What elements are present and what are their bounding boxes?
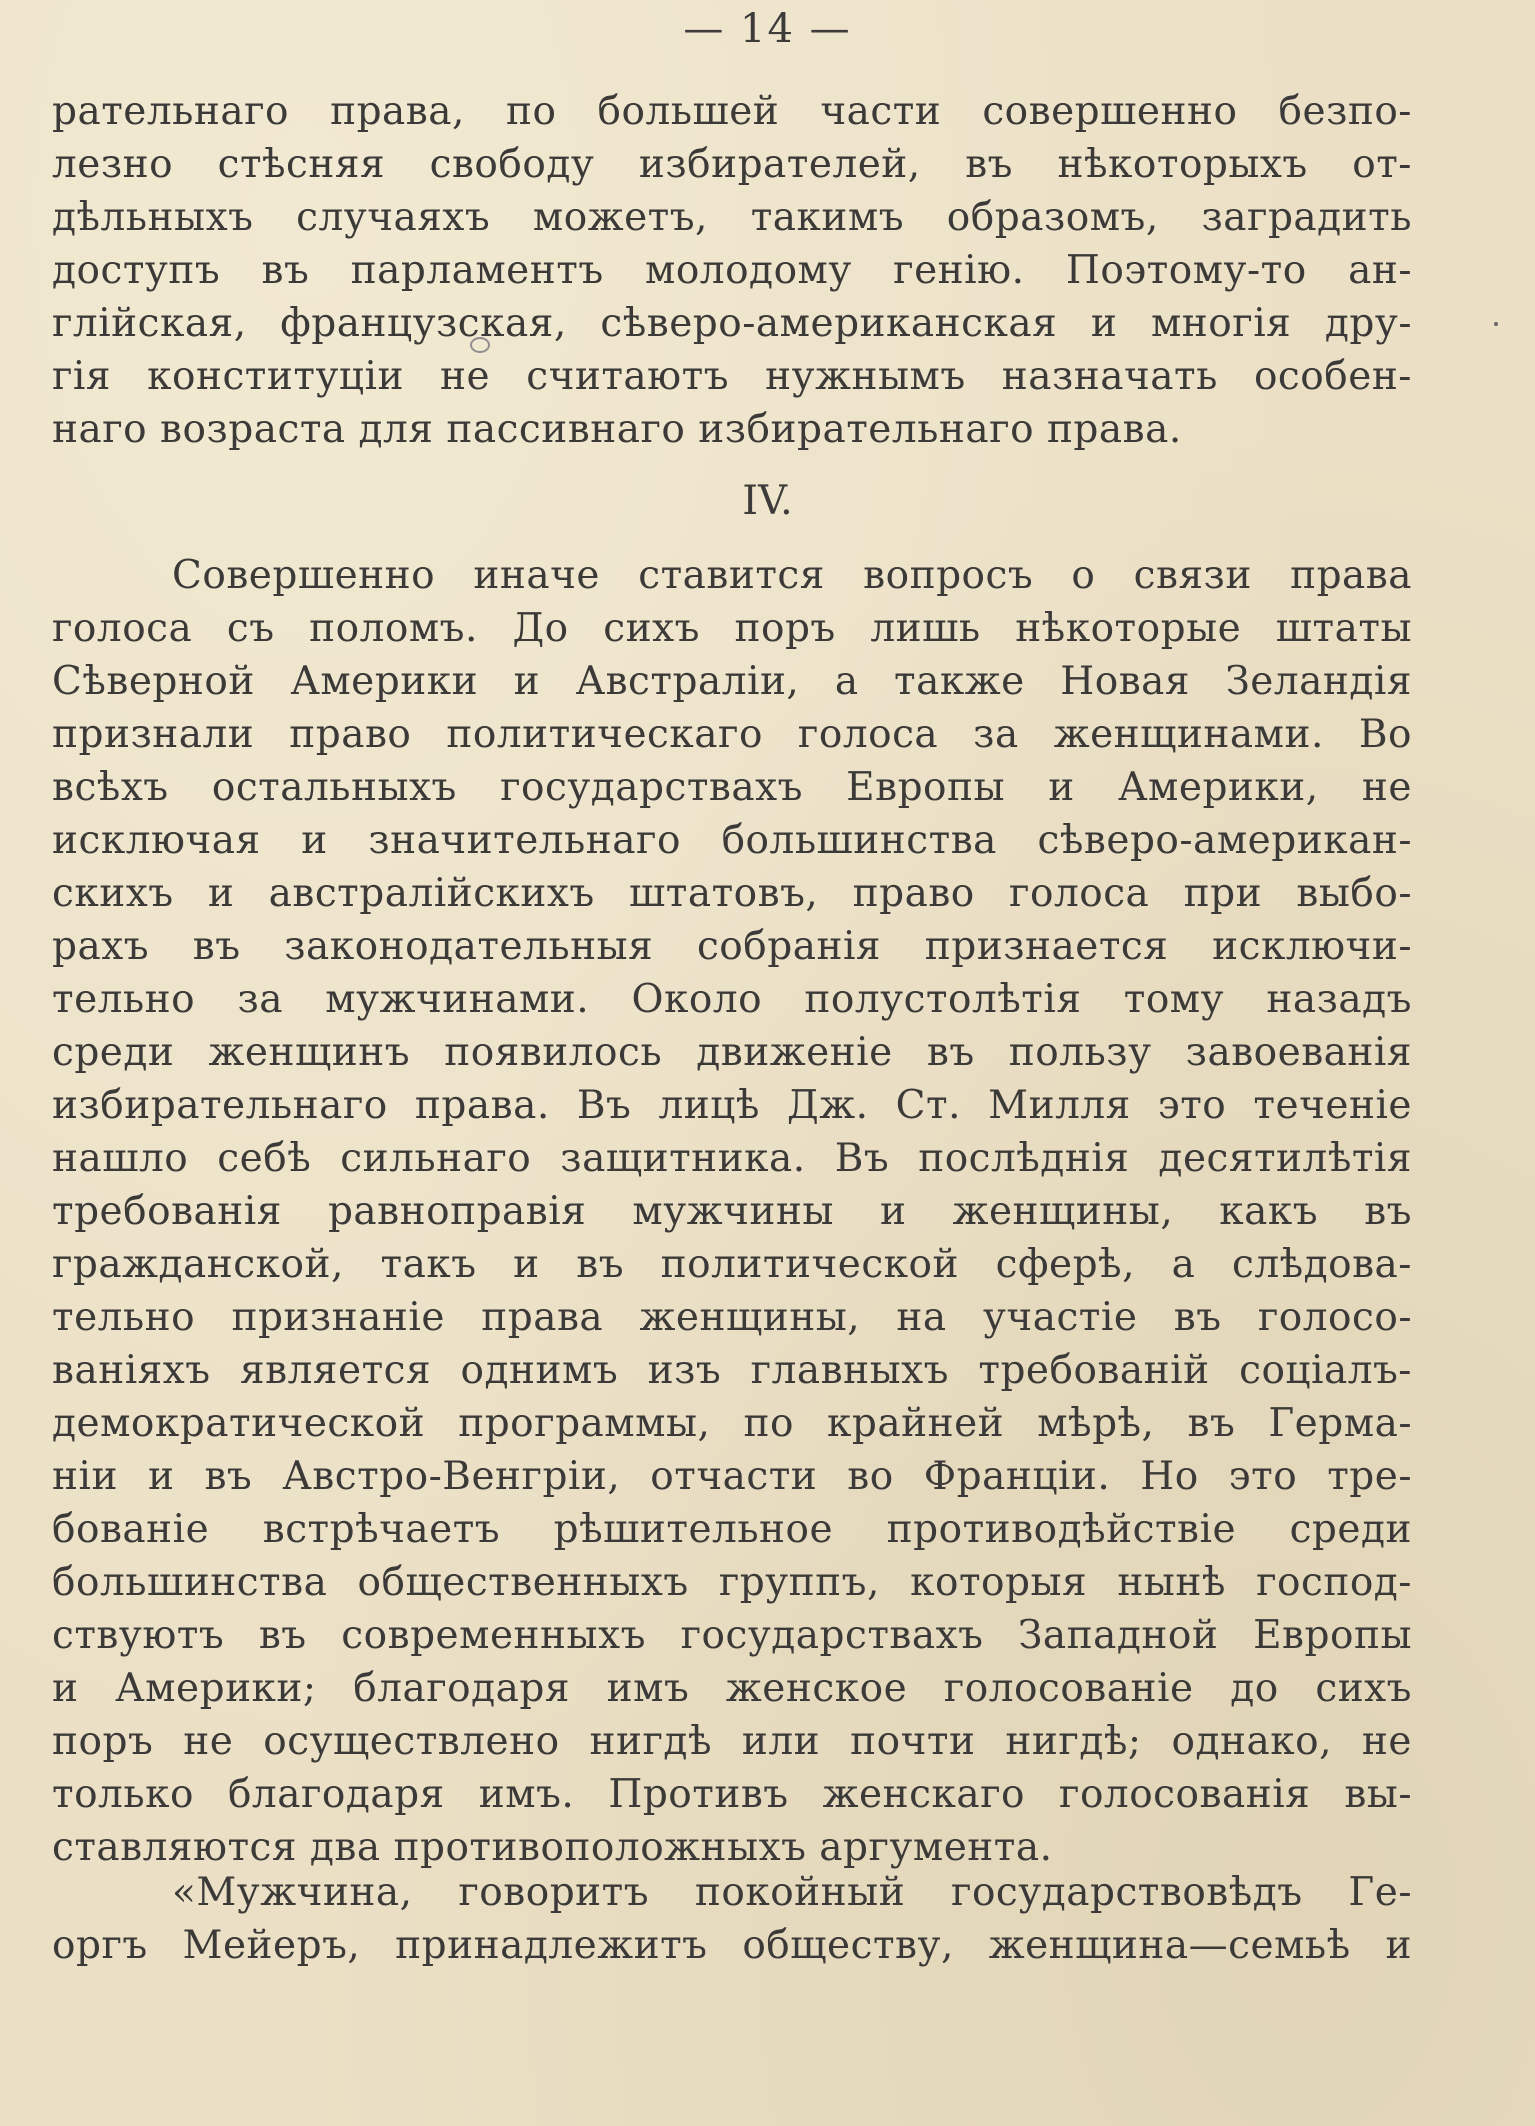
page-number: — 14 — [683, 6, 852, 52]
text-line: бованіе встрѣчаетъ рѣшительное противодѣйствіе среди [52, 1507, 1412, 1552]
text-line: нашло себѣ сильнаго защитника. Въ послѣднія десятилѣтія [52, 1136, 1412, 1181]
text-line: ваніяхъ является однимъ изъ главныхъ требованій соціалъ- [52, 1348, 1412, 1393]
text-line: ніи и въ Австро-Венгріи, отчасти во Франціи. Но это тре- [52, 1454, 1412, 1499]
text-line: избирательнаго права. Въ лицѣ Дж. Ст. Милля это теченіе [52, 1083, 1412, 1128]
text-line: большинства общественныхъ группъ, которыя нынѣ господ- [52, 1560, 1412, 1605]
text-line: оргъ Мейеръ, принадлежитъ обществу, женщина—семьѣ и [52, 1923, 1412, 1968]
text-line: наго возраста для пассивнаго избирательнаго права. [52, 407, 1182, 452]
text-line: среди женщинъ появилось движеніе въ пользу завоеванія [52, 1030, 1412, 1075]
text-line: дѣльныхъ случаяхъ можетъ, такимъ образомъ, заградить [52, 195, 1412, 240]
text-line: тельно признаніе права женщины, на участіе въ голосо- [52, 1295, 1412, 1340]
text-line: и Америки; благодаря имъ женское голосованіе до сихъ [52, 1666, 1412, 1711]
text-line: «Мужчина, говоритъ покойный государствовѣдъ Ге- [172, 1870, 1412, 1915]
text-line: голоса съ поломъ. До сихъ поръ лишь нѣкоторые штаты [52, 606, 1412, 651]
text-line: ствуютъ въ современныхъ государствахъ Западной Европы [52, 1613, 1412, 1658]
text-line: гражданской, такъ и въ политической сферѣ, а слѣдова- [52, 1242, 1412, 1287]
text-line: тельно за мужчинами. Около полустолѣтія тому назадъ [52, 977, 1412, 1022]
paragraph-main [52, 549, 1412, 1874]
text-line: скихъ и австралійскихъ штатовъ, право голоса при выбо- [52, 871, 1412, 916]
section-heading: IV. [742, 478, 793, 524]
text-line: требованія равноправія мужчины и женщины, какъ въ [52, 1189, 1412, 1234]
text-line: доступъ въ парламентъ молодому генію. Поэтому-то ан- [52, 248, 1412, 293]
text-line: лезно стѣсняя свободу избирателей, въ нѣкоторыхъ от- [52, 142, 1412, 187]
paragraph-quote [52, 1866, 1412, 1972]
text-line: демократической программы, по крайней мѣрѣ, въ Герма- [52, 1401, 1412, 1446]
text-line: Сѣверной Америки и Австраліи, а также Новая Зеландія [52, 659, 1412, 704]
paper-speck [1494, 322, 1498, 326]
text-line: ставляются два противоположныхъ аргумента. [52, 1825, 1053, 1870]
text-line: Совершенно иначе ставится вопросъ о связи права [172, 553, 1412, 598]
text-line: исключая и значительнаго большинства сѣверо-американ- [52, 818, 1412, 863]
text-line: гія конституціи не считаютъ нужнымъ назначать особен- [52, 354, 1412, 399]
text-line: рательнаго права, по большей части совершенно безпо- [52, 89, 1412, 134]
text-line: всѣхъ остальныхъ государствахъ Европы и Америки, не [52, 765, 1412, 810]
text-line: глійская, французская, сѣверо-американская и многія дру- [52, 301, 1412, 346]
text-line: поръ не осуществлено нигдѣ или почти нигдѣ; однако, не [52, 1719, 1412, 1764]
text-line: признали право политическаго голоса за женщинами. Во [52, 712, 1412, 757]
text-line: рахъ въ законодательныя собранія признается исключи- [52, 924, 1412, 969]
text-line: только благодаря имъ. Противъ женскаго голосованія вы- [52, 1772, 1412, 1817]
paragraph-top [52, 85, 1412, 456]
